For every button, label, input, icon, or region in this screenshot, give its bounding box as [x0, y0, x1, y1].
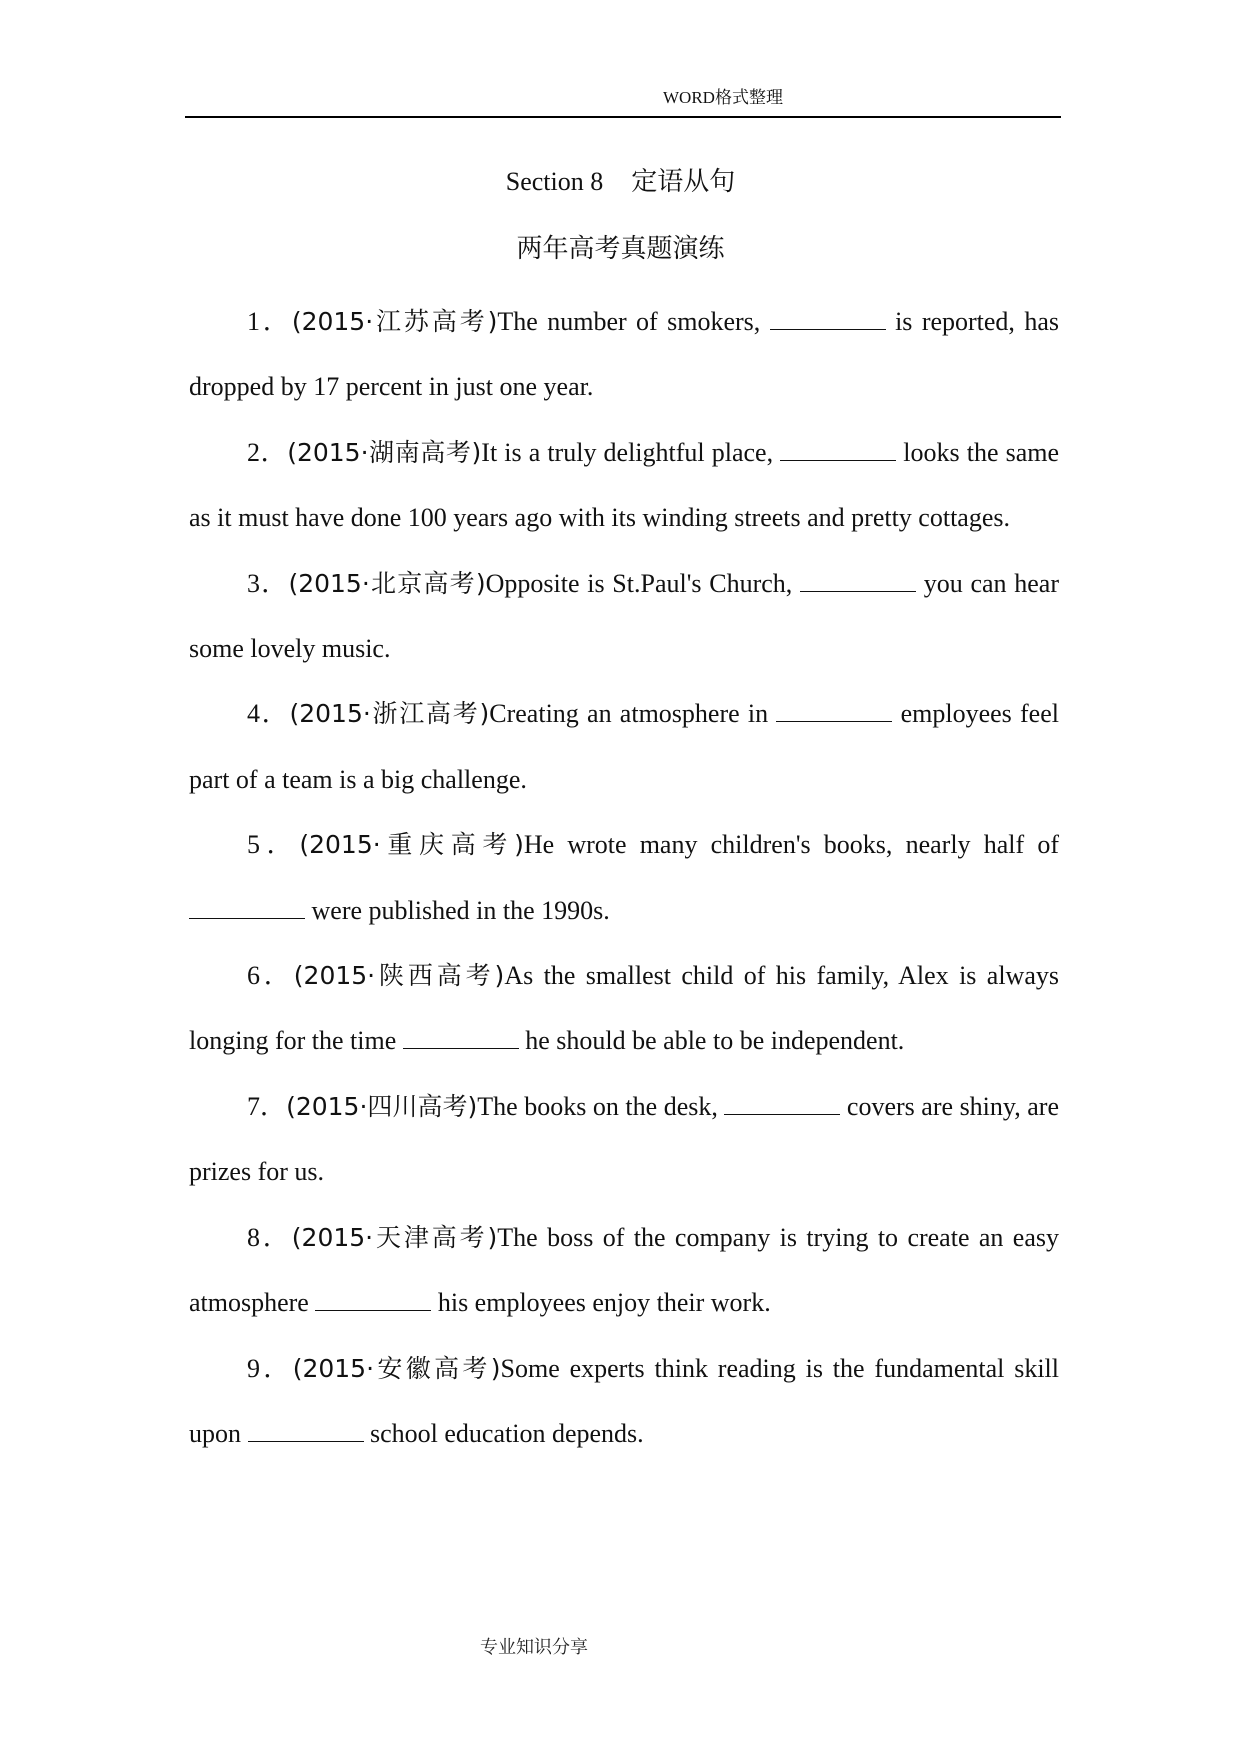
question-number: 4．: [247, 699, 290, 729]
question-number: 3．: [247, 568, 289, 598]
page-footer: 专业知识分享: [480, 1637, 588, 1657]
question-text-before: As the smallest child of his family, Alex is always longing for the time: [189, 961, 1059, 1056]
question-text-after: school education depends.: [363, 1418, 644, 1448]
question-text-before: The boss of the company is trying to create an easy atmosphere: [189, 1222, 1059, 1318]
question-item: [189, 420, 1059, 551]
question-text-before: He wrote many children's books, nearly half of: [523, 830, 1059, 860]
section-subtitle: 两年高考真题演练: [516, 234, 725, 264]
question-number: 6．: [247, 961, 294, 991]
question-text-after: is reported, has dropped by 17 percent in just one year.: [189, 307, 1059, 402]
question-source: (2015·江苏高考): [291, 307, 498, 336]
section-title-en: Section 8: [505, 167, 604, 196]
question-item: [189, 1074, 1059, 1205]
question-number: 5．: [247, 830, 300, 860]
question-number: 1．: [247, 307, 292, 336]
answer-blank[interactable]: [780, 459, 896, 461]
answer-blank[interactable]: [800, 590, 916, 592]
page-header: [185, 88, 1061, 118]
question-source: (2015·四川高考): [286, 1091, 478, 1121]
question-source: (2015·安徽高考): [292, 1353, 501, 1383]
question-text-after: covers are shiny, are prizes for us.: [189, 1091, 1059, 1187]
question-text-before: Opposite is St.Paul's Church,: [485, 568, 800, 598]
question-source: (2015·重庆高考): [299, 830, 524, 860]
question-text-after: looks the same as it must have done 100 years ago with its winding streets and pretty cottages.: [189, 437, 1060, 533]
question-number: 7．: [247, 1091, 287, 1121]
question-item: [189, 1205, 1059, 1336]
answer-blank[interactable]: [776, 720, 892, 722]
question-item: [189, 812, 1059, 943]
question-text-before: The books on the desk,: [477, 1091, 725, 1121]
question-number: 2．: [247, 437, 288, 467]
question-item: [189, 943, 1059, 1074]
answer-blank[interactable]: [189, 917, 305, 919]
question-text-after: his employees enjoy their work.: [431, 1288, 771, 1318]
question-source: (2015·陕西高考): [293, 961, 505, 991]
question-text-before: Some experts think reading is the fundamental skill upon: [189, 1353, 1059, 1448]
answer-blank[interactable]: [724, 1113, 840, 1115]
question-source: (2015·浙江高考): [289, 699, 490, 729]
question-text-after: were published in the 1990s.: [305, 895, 610, 925]
section-title: [0, 165, 1241, 199]
question-text-before: It is a truly delightful place,: [481, 437, 781, 467]
question-item: [189, 1336, 1059, 1467]
question-item: [189, 551, 1059, 682]
answer-blank[interactable]: [315, 1309, 431, 1311]
question-source: (2015·天津高考): [291, 1222, 498, 1252]
question-source: (2015·北京高考): [288, 568, 486, 598]
question-text-after: you can hear some lovely music.: [189, 568, 1059, 664]
question-text-after: he should be able to be independent.: [518, 1026, 905, 1056]
question-item: [189, 289, 1059, 420]
question-number: 9．: [247, 1353, 293, 1383]
question-item: [189, 681, 1059, 812]
question-text-before: The number of smokers,: [497, 307, 770, 336]
question-number: 8．: [247, 1222, 292, 1252]
question-text-after: employees feel part of a team is a big challenge.: [189, 699, 1059, 794]
question-list: [189, 289, 1059, 1466]
answer-blank[interactable]: [770, 328, 886, 330]
answer-blank[interactable]: [248, 1440, 364, 1442]
header-text: WORD格式整理: [663, 88, 783, 107]
section-title-zh: 定语从句: [631, 167, 736, 196]
answer-blank[interactable]: [403, 1047, 519, 1049]
question-text-before: Creating an atmosphere in: [489, 699, 777, 729]
question-source: (2015·湖南高考): [287, 437, 482, 467]
